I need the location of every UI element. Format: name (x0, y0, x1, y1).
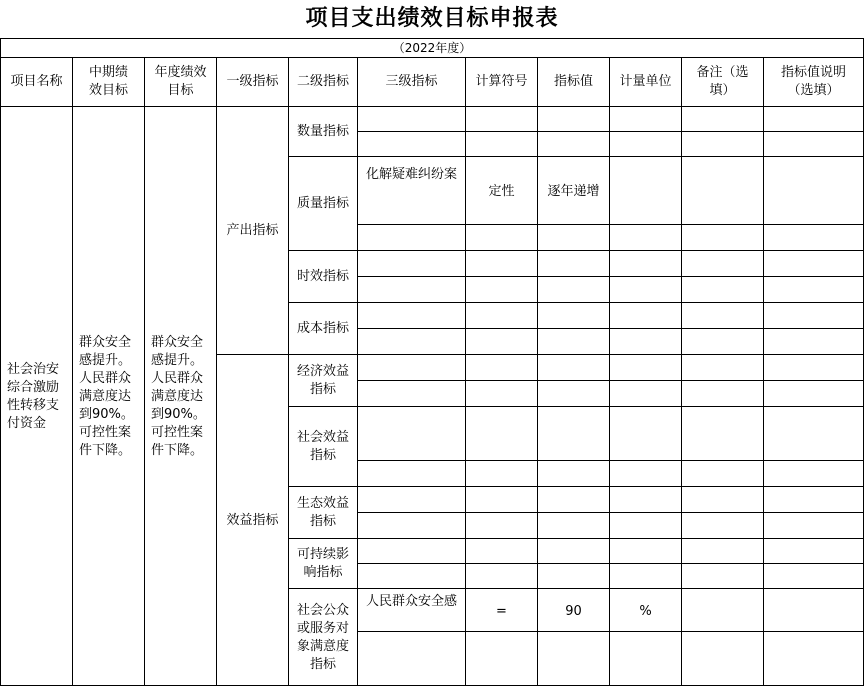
form-title: 项目支出绩效目标申报表 (305, 6, 559, 31)
level2-cost: 成本指标 (296, 320, 349, 336)
level2-social: 社会效益指标 (296, 429, 349, 463)
header-remark: 备注（选填） (696, 65, 749, 98)
header-indicator-value: 指标值 (553, 74, 593, 89)
grid-line (357, 131, 864, 132)
grid-line (216, 57, 217, 686)
header-unit: 计量单位 (619, 74, 672, 89)
grid-line (288, 302, 864, 303)
level2-satisfaction: 社会公众或服务对象满意度指标 (296, 602, 349, 672)
grid-line (357, 57, 358, 686)
header-level3: 三级指标 (385, 74, 438, 89)
grid-line (357, 328, 864, 329)
grid-line (681, 57, 682, 686)
level2-quality: 质量指标 (296, 195, 349, 211)
level2-ecological: 生态效益指标 (296, 495, 349, 529)
grid-line (357, 224, 864, 225)
level1-benefit: 效益指标 (226, 512, 279, 528)
grid-line (288, 486, 864, 487)
level2-quantity: 数量指标 (296, 123, 349, 139)
satisfaction-calc-symbol: = (496, 604, 507, 619)
header-level1: 一级指标 (226, 74, 279, 89)
grid-line (288, 588, 864, 589)
satisfaction-level3: 人民群众安全感 (366, 594, 458, 609)
mid-target-value: 群众安全感提升。人民群众满意度达到90%。可控性案件下降。 (79, 334, 134, 458)
grid-line (357, 460, 864, 461)
grid-line (288, 538, 864, 539)
grid-line (357, 512, 864, 513)
header-calc-symbol: 计算符号 (475, 74, 528, 89)
quality-calc-symbol: 定性 (488, 184, 515, 199)
header-value-note: 指标值说明（选填） (780, 65, 846, 98)
grid-line (288, 406, 864, 407)
annual-target-value: 群众安全感提升。人民群众满意度达到90%。可控性案件下降。 (151, 334, 206, 458)
header-project-name: 项目名称 (10, 74, 63, 89)
form-year: （2022年度） (392, 40, 472, 55)
project-name-value: 社会治安综合激励性转移支付资金 (7, 361, 60, 431)
grid-line (144, 57, 145, 686)
grid-line (0, 38, 1, 686)
quality-level3: 化解疑难纠纷案 (366, 167, 458, 182)
grid-line (0, 57, 864, 58)
grid-line (0, 106, 864, 107)
grid-line (763, 57, 764, 686)
level1-output: 产出指标 (226, 222, 279, 238)
grid-line (216, 354, 864, 355)
grid-line (0, 38, 864, 39)
header-mid-target: 中期绩效目标 (88, 65, 128, 98)
grid-line (357, 276, 864, 277)
header-annual-target: 年度绩效目标 (154, 65, 207, 98)
level2-sustainable: 可持续影响指标 (296, 546, 349, 580)
grid-line (537, 57, 538, 686)
header-level2: 二级指标 (296, 74, 349, 89)
grid-line (357, 380, 864, 381)
grid-line (465, 57, 466, 686)
level2-timeliness: 时效指标 (296, 268, 349, 284)
quality-indicator-value: 逐年递增 (547, 184, 600, 199)
satisfaction-unit: % (639, 604, 652, 619)
grid-line (609, 57, 610, 686)
grid-line (357, 563, 864, 564)
level2-economic: 经济效益指标 (296, 363, 349, 397)
satisfaction-indicator-value: 90 (565, 604, 582, 619)
grid-line (288, 250, 864, 251)
grid-line (288, 156, 864, 157)
grid-line (72, 57, 73, 686)
grid-line (357, 631, 864, 632)
grid-line (288, 57, 289, 686)
